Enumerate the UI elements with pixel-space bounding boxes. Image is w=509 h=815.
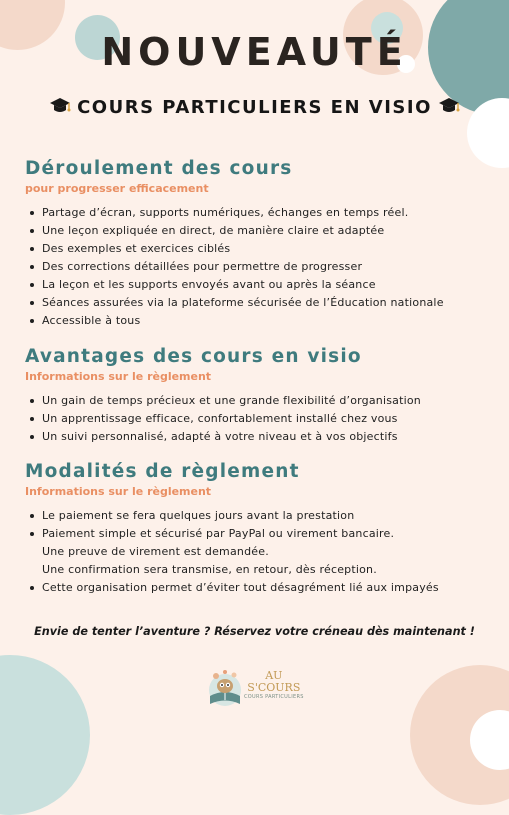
logo-line-3: COURS PARTICULIERS (244, 694, 304, 700)
logo-text (244, 670, 304, 701)
list-item: Partage d’écran, supports numériques, échanges en temps réel. (25, 204, 505, 222)
section-subtitle: Informations sur le règlement (25, 370, 212, 383)
page-subtitle-text: COURS PARTICULIERS EN VISIO (77, 97, 432, 118)
page-title: NOUVEAUTÉ (101, 30, 408, 74)
page-subtitle (0, 97, 509, 118)
book-owl-icon (204, 666, 246, 710)
list-item: Paiement simple et sécurisé par PayPal ou virement bancaire. (25, 525, 505, 543)
logo-line-1: AU (265, 669, 283, 682)
section-subtitle: Informations sur le règlement (25, 485, 212, 498)
section-title: Avantages des cours en visio (25, 346, 362, 367)
graduation-cap-icon (438, 101, 460, 115)
list-item: La leçon et les supports envoyés avant ou après la séance (25, 276, 505, 294)
graduation-cap-icon (49, 101, 71, 115)
list-item: Une leçon expliquée en direct, de manière claire et adaptée (25, 222, 505, 240)
section-modalites (25, 461, 505, 597)
list-item: Un gain de temps précieux et une grande flexibilité d’organisation (25, 392, 505, 410)
section-title: Modalités de règlement (25, 461, 300, 482)
list-item: Des corrections détaillées pour permettre de progresser (25, 258, 505, 276)
list-item-continuation: Une preuve de virement est demandée. (42, 545, 269, 558)
bullet-list (25, 204, 505, 330)
list-item: Cette organisation permet d’éviter tout désagrément lié aux impayés (25, 579, 505, 597)
brand-logo (204, 666, 314, 710)
list-item: Un apprentissage efficace, confortablement installé chez vous (25, 410, 505, 428)
bullet-list (25, 392, 505, 446)
list-item: Des exemples et exercices ciblés (25, 240, 505, 258)
section-deroulement (25, 158, 505, 330)
call-to-action: Envie de tenter l’aventure ? Réservez votre créneau dès maintenant ! (34, 625, 475, 638)
list-item: Séances assurées via la plateforme sécurisée de l’Éducation nationale (25, 294, 505, 312)
bullet-list (25, 507, 505, 597)
section-avantages (25, 346, 505, 446)
section-title: Déroulement des cours (25, 158, 293, 179)
list-item: Un suivi personnalisé, adapté à votre niveau et à vos objectifs (25, 428, 505, 446)
list-item: Le paiement se fera quelques jours avant la prestation (25, 507, 505, 525)
logo-line-2: S'COURS (247, 681, 301, 694)
decor-circle-teal-bottomleft (0, 655, 90, 815)
section-subtitle: pour progresser efficacement (25, 182, 209, 195)
list-item-continuation: Une confirmation sera transmise, en retour, dès réception. (42, 563, 377, 576)
list-item: Accessible à tous (25, 312, 505, 330)
